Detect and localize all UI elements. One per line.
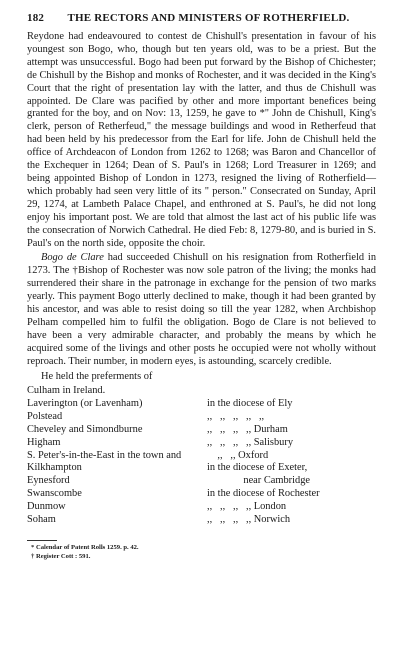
page-header <box>27 12 376 24</box>
benefice-diocese: ,, ,, ,, ,, Norwich <box>207 513 291 525</box>
paragraph-preferments: He held the preferments of <box>41 370 153 382</box>
benefice-diocese: ,, ,, Oxford <box>207 449 269 461</box>
benefice-row <box>27 450 376 463</box>
benefices-list <box>27 398 376 526</box>
benefice-diocese: ,, ,, ,, ,, Salisbury <box>207 436 294 448</box>
benefice-row <box>27 462 376 475</box>
benefice-diocese: ,, ,, ,, ,, Durham <box>207 423 288 435</box>
bogo-name: Bogo de Clare <box>41 252 104 264</box>
benefice-place: Kilkhampton <box>27 462 82 474</box>
benefice-place: S. Peter's-in-the-East in the town and <box>27 449 182 461</box>
benefice-place: Cheveley and Simondburne <box>27 423 143 435</box>
page-body <box>27 31 376 398</box>
benefice-row <box>27 398 376 411</box>
benefice-row <box>27 488 376 501</box>
benefice-diocese: in the diocese of Exeter, <box>207 462 308 474</box>
benefice-diocese: in the diocese of Ely <box>207 398 293 410</box>
benefice-place: Higham <box>27 436 61 448</box>
benefice-row <box>27 514 376 527</box>
running-title: THE RECTORS AND MINISTERS OF ROTHERFIELD. <box>67 12 350 24</box>
benefice-row <box>27 411 376 424</box>
benefice-row <box>27 437 376 450</box>
benefice-place: Polstead <box>27 411 63 423</box>
benefice-place: Eynesford <box>27 475 70 487</box>
benefice-place: Laverington (or Lavenham) <box>27 398 143 410</box>
footnote-rule <box>27 540 57 541</box>
benefice-diocese: ,, ,, ,, ,, ,, <box>207 411 265 423</box>
benefice-row <box>27 501 376 514</box>
benefice-diocese: ,, ,, ,, ,, London <box>207 500 287 512</box>
benefice-place: Soham <box>27 513 56 525</box>
benefice-place: Dunmow <box>27 500 66 512</box>
benefice-place: Swanscombe <box>27 487 82 499</box>
bogo-text: had succeeded Chishull on his resignation from Rotherfield in 1273. The †Bishop of Rochester was now sole patron of the living; the monks had surrendered their share in the patronage in exchange for the pension of two marks yearly. This payment Bogo utterly declined to make, though it had been granted by his ancestor, and was able to resist doing so till the year 1282, when Archbishop Pelham compelled him to fulfil the obligation. Bogo de Clare is not believed to have been a very admirable character, and probably the means by which he acquired some of the livings and other posts he occupied were not wholly without reproach. Their number, in modern eyes, is astounding, scarcely credible. <box>27 252 377 367</box>
benefice-row <box>27 424 376 437</box>
paragraph-chishull: Reydone had endeavoured to contest de Chishull's presentation in favour of his youngest son Bogo, who, though but ten years old, was to be a priest. But the attempt was unsuccessful. Bogo had been put forward by the Bishop of Chichester; de Chishull by the Bishop and monks of Rochester, and it was decided in the King's Court that the right of presentation lay with the latter, and thus de Chishull was appointed. De Clare was pacified by other and more important benefices being granted for the boy, and on Nov: 13, 1259, he gave to *" John de Chishull, King's clerk, person of Retherfeud," the message buildings and wood in Retherfeud that had been held by his predecessor from the Earl for life. John de Chishull held the office of Archdeacon of London from 1262 to 1268; was Baron and Chancellor of the Exchequer in 1264; Dean of S. Paul's in 1268; Lord Treasurer in 1269; and being appointed Bishop of London in 1273, resigned the living of Rotherfield—which probably had seen very little of its " person." Consecrated on Sunday, April 29, 1274, at Lambeth Palace Chapel, and enthroned at S. Paul's, he did not long enjoy his important post. We are told that almost the last act of his public life was the consecration of Norwich Cathedral. He died Feb: 8, 1279-80, and is buried in S. Paul's on the north side, opposite the choir. <box>27 31 376 249</box>
paragraph-bogo <box>27 252 376 368</box>
benefice-row <box>27 475 376 488</box>
preferments-line-culham: Culham in Ireland. <box>27 385 106 397</box>
benefice-diocese: near Cambridge <box>207 475 311 487</box>
benefice-diocese: in the diocese of Rochester <box>207 487 320 499</box>
page-number: 182 <box>27 12 45 24</box>
footnote: † Register Cott : 591. <box>31 552 91 560</box>
footnote: * Calendar of Patent Rolls 1259. p. 42. <box>31 544 139 552</box>
